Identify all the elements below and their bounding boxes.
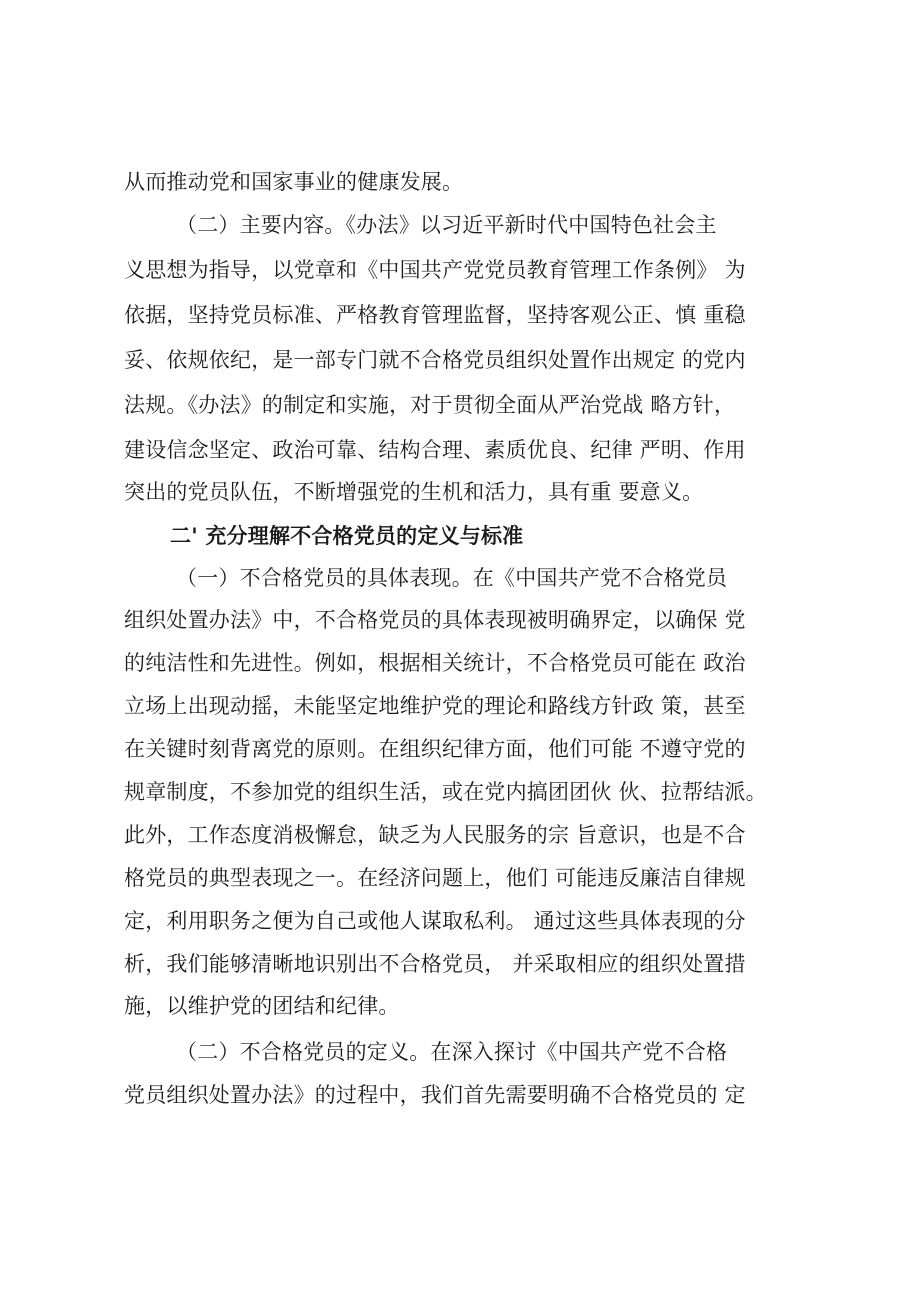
paragraph-line: （二）不合格党员的定义。在深入探讨《中国共产党不合格 [176,1040,728,1064]
paragraph-line: 施，以维护党的团结和纪律。 [124,994,400,1018]
paragraph-line: 建设信念坚定、政治可靠、结构合理、素质优良、纪律 严明、作用 [124,438,746,462]
paragraph-line: 析，我们能够清晰地识别出不合格党员， 并采取相应的组织处置措 [124,952,746,976]
paragraph-line: 妥、依规依纪，是一部专门就不合格党员组织处置作出规定 的党内 [124,348,746,372]
section-heading: 二' 充分理解不合格党员的定义与标准 [170,524,524,548]
paragraph-line: 的纯洁性和先进性。例如，根据相关统计，不合格党员可能在 政治 [124,651,746,675]
paragraph-line: 义思想为指导，以党章和《中国共产党党员教育管理工作条例》 为 [124,258,746,282]
paragraph-line: （一）不合格党员的具体表现。在《中国共产党不合格党员 [176,566,728,590]
paragraph-line: 从而推动党和国家事业的健康发展。 [124,170,464,194]
paragraph-line: （二）主要内容。《办法》以习近平新时代中国特色社会主 [176,213,717,237]
paragraph-line: 格党员的典型表现之一。在经济问题上，他们 可能违反廉洁自律规 [124,866,746,890]
paragraph-line: 组织处置办法》中，不合格党员的具体表现被明确界定，以确保 党 [124,608,746,632]
paragraph-line: 立场上出现动摇，未能坚定地维护党的理论和路线方针政 策，甚至 [124,694,746,718]
paragraph-line: 规章制度，不参加党的组织生活，或在党内搞团团伙 伙、拉帮结派。 [124,780,767,804]
paragraph-line: 此外，工作态度消极懈怠，缺乏为人民服务的宗 旨意识，也是不合 [124,823,746,847]
paragraph-line: 突出的党员队伍，不断增强党的生机和活力，具有重 要意义。 [124,480,704,504]
paragraph-line: 党员组织处置办法》的过程中，我们首先需要明确不合格党员的 定 [124,1083,746,1107]
paragraph-line: 定，利用职务之便为自己或他人谋取私利。 通过这些具体表现的分 [124,909,746,933]
paragraph-line: 法规。《办法》的制定和实施，对于贯彻全面从严治党战 略方针， [124,393,736,417]
paragraph-line: 在关键时刻背离党的原则。在组织纪律方面，他们可能 不遵守党的 [124,737,746,761]
paragraph-line: 依据，坚持党员标准、严格教育管理监督，坚持客观公正、慎 重稳 [124,303,746,327]
